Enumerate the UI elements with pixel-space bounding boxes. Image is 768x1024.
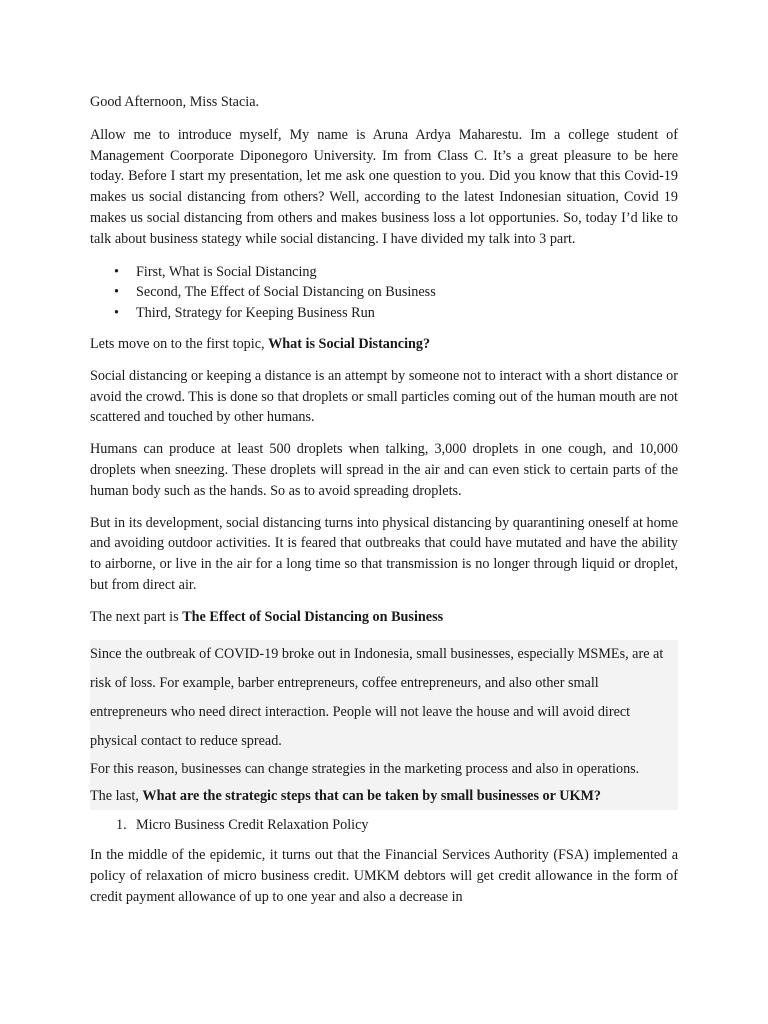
- bullet-icon: •: [114, 305, 119, 322]
- list-item: [90, 282, 678, 303]
- section1-paragraph: Social distancing or keeping a distance is an attempt by someone not to interact with a short distance or avoid the crowd. This is done so that droplets or small particles coming out of the human mouth are not scattered and touched by other humans.: [90, 367, 678, 426]
- step-number: 1.: [116, 816, 127, 833]
- intro-paragraph: Allow me to introduce myself, My name is Aruna Ardya Maharestu. Im a college student of Management Coorporate Diponegoro University. Im from Class C. It’s a great pleasure to be here today. Before I start my presentation, let me ask one question to you. Did you know that this Covid-19 makes us social distancing from others? Well, according to the latest Indonesian situation, Covid 19 makes us social distancing from others and makes business loss a lot opportunies. So, today I’d like to talk about business stategy while social distancing. I have divided my talk into 3 part.: [90, 126, 678, 247]
- section3-title: What are the strategic steps that can be taken by small businesses or UKM?: [142, 787, 601, 804]
- topic-label: First, What is Social Distancing: [136, 263, 317, 280]
- section1-title: What is Social Distancing?: [268, 335, 431, 352]
- step1-paragraph: In the middle of the epidemic, it turns out that the Financial Services Authority (FSA) implemented a policy of relaxation of micro business credit. UMKM debtors will get credit allowance in the form of credit payment allowance of up to one year and also a decrease in: [90, 847, 678, 905]
- list-item: [90, 815, 678, 836]
- section2-lead: The next part is: [90, 608, 183, 625]
- section2-title: The Effect of Social Distancing on Business: [182, 608, 444, 625]
- strategy-list: [90, 815, 678, 836]
- topic-list: [90, 262, 678, 324]
- section2-heading: [90, 607, 678, 628]
- section1-lead: Lets move on to the first topic,: [90, 335, 269, 352]
- list-item: [90, 303, 678, 324]
- section2-followup: For this reason, businesses can change strategies in the marketing process and also in operations.: [90, 760, 640, 777]
- section2-shaded-block: [90, 640, 678, 810]
- section3-lead: The last,: [90, 787, 143, 804]
- list-item: [90, 262, 678, 283]
- section1-paragraph: Humans can produce at least 500 droplets when talking, 3,000 droplets in one cough, and 10,000 droplets when sneezing. These droplets will spread in the air and can even stick to certain parts of the human body such as the hands. So as to avoid spreading droplets.: [90, 441, 678, 499]
- document-body: [90, 92, 678, 919]
- bullet-icon: •: [114, 284, 119, 301]
- bullet-icon: •: [114, 263, 119, 280]
- section1-paragraph: But in its development, social distancing turns into physical distancing by quarantining oneself at home and avoiding outdoor activities. It is feared that outbreaks that could have mutated and have the ability to airborne, or live in the air for a long time so that transmission is no longer through liquid or droplet, but from direct air.: [90, 514, 678, 593]
- topic-label: Third, Strategy for Keeping Business Run: [136, 305, 375, 322]
- topic-label: Second, The Effect of Social Distancing on Business: [136, 284, 436, 301]
- section3-heading: [90, 783, 678, 810]
- greeting: Good Afternoon, Miss Stacia.: [90, 94, 260, 110]
- section2-paragraph: Since the outbreak of COVID-19 broke out in Indonesia, small businesses, especially MSMEs, are at risk of loss. For example, barber entrepreneurs, coffee entrepreneurs, and also other small entrepreneurs who need direct interaction. People will not leave the house and will avoid direct physical contact to reduce spread.: [90, 645, 664, 749]
- section1-heading: [90, 334, 678, 355]
- step-label: Micro Business Credit Relaxation Policy: [136, 816, 369, 833]
